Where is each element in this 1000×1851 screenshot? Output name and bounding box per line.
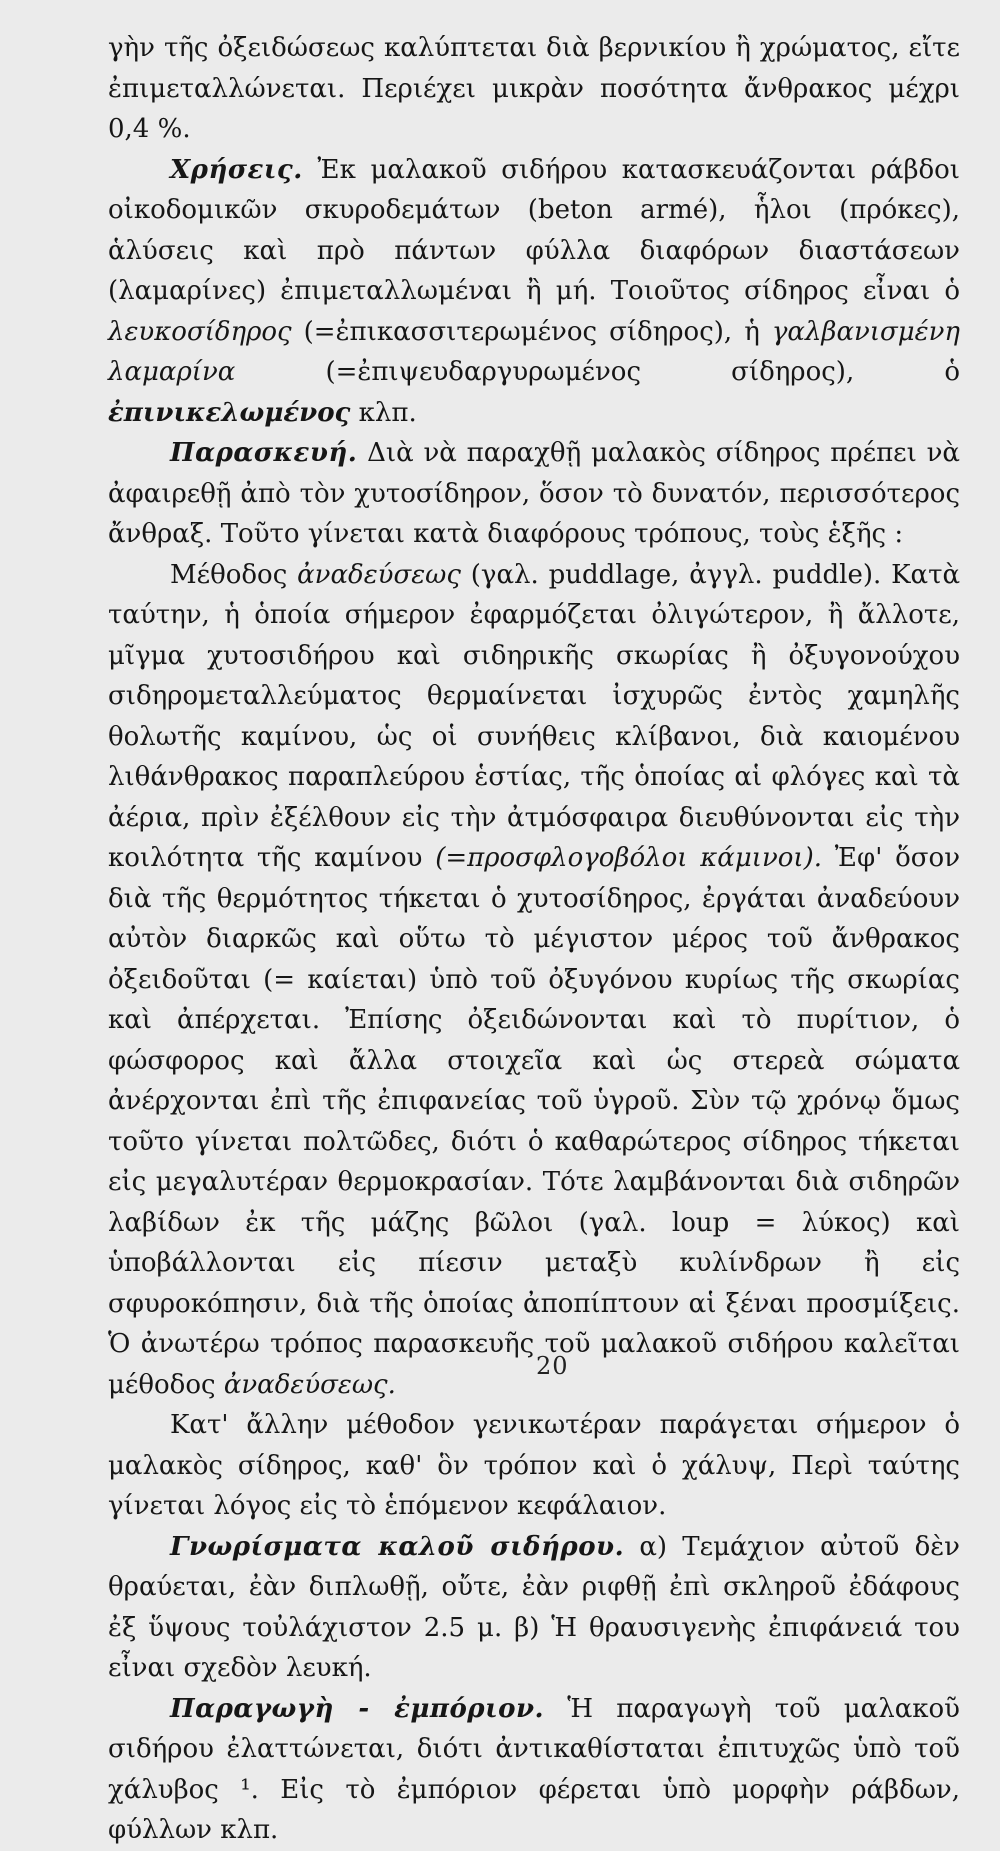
page-body — [108, 28, 960, 1851]
term-nickel-plated: ἐπινικελωμένος — [108, 397, 351, 428]
term-galvanized-sheet: γαλβανισμένη λαμαρίνα — [108, 316, 960, 387]
heading-uses: Χρήσεις. — [170, 154, 303, 185]
paragraph-characteristics — [108, 1527, 960, 1689]
text-span: (=ἐπιψευδαργυρωμένος σίδηρος), ὁ — [235, 357, 960, 387]
text-span: Μέθοδος — [170, 559, 298, 590]
heading-production-trade: Παραγωγὴ - ἐμπόριον. — [170, 1693, 545, 1724]
text-span: κλπ. — [350, 397, 417, 428]
paragraph-preparation — [108, 433, 960, 555]
term-reverberatory-furnaces: (=προσφλογοβόλοι κάμινοι). — [435, 843, 823, 873]
text-span: Διὰ νὰ παραχθῇ μαλακὸς σίδηρος πρέπει νὰ ἀφαιρεθῇ ἀπὸ τὸν χυτοσίδηρον, ὅσον τὸ δυνατόν, περισσότερος ἄνθραξ. Τοῦτο γίνεται κατὰ διαφόρους τρόπους, τοὺς ἑξῆς : — [108, 438, 960, 549]
paragraph-uses — [108, 150, 960, 434]
paragraph-production-trade — [108, 1689, 960, 1851]
term-puddling: ἀναδεύσεως — [297, 559, 461, 590]
page-number: 20 — [536, 1352, 569, 1380]
text-span: Ἐφ' ὅσον διὰ τῆς θερμότητος τήκεται ὁ χυτοσίδηρος, ἐργάται ἀναδεύουν αὐτὸν διαρκῶς καὶ οὕτω τὸ μέγιστον μέρος τοῦ ἄνθρακος ὀξειδοῦται (= καίεται) ὑπὸ τοῦ ὀξυγόνου κυρίως τῆς σκωρίας καὶ ἀπέρχεται. Ἐπίσης ὀξειδώνονται καὶ τὸ πυρίτιον, ὁ φώσφορος καὶ ἄλλα στοιχεῖα καὶ ὡς στερεὰ σώματα ἀνέρχονται ἐπὶ τῆς ἐπιφανείας τοῦ ὑγροῦ. Σὺν τῷ χρόνῳ ὅμως τοῦτο γίνεται πολτῶδες, διότι ὁ καθαρώτερος σίδηρος τήκεται εἰς μεγαλυτέραν θερμοκρασίαν. Τότε λαμβάνονται διὰ σιδηρῶν λαβίδων ἐκ τῆς μάζης βῶλοι (γαλ. loup = λύκος) καὶ ὑποβάλλονται εἰς πίεσιν μεταξὺ κυλίνδρων ἢ εἰς σφυροκόπησιν, διὰ τῆς ὁποίας ἀποπίπτουν αἱ ξέναι προσμίξεις. Ὁ ἀνωτέρω τρόπος παρασκευῆς τοῦ μαλακοῦ σιδήρου καλεῖται μέθοδος — [108, 843, 960, 1400]
text-span: α) Τεμάχιον αὐτοῦ δὲν θραύεται, ἐὰν διπλωθῇ, οὔτε, ἐὰν ριφθῇ ἐπὶ σκληροῦ ἐδάφους ἐξ ὕψους τοὐλάχιστον 2.5 μ. β) Ἡ θραυσιγενὴς ἐπιφάνειά του εἶναι σχεδὸν λευκή. — [108, 1531, 960, 1683]
paragraph-puddling-method — [108, 555, 960, 1406]
text-span: Ἐκ μαλακοῦ σιδήρου κατασκευάζονται ράβδοι οἰκοδομικῶν σκυροδεμάτων (beton armé), ἧλοι (πρόκες), ἁλύσεις καὶ πρὸ πάντων φύλλα διαφόρων διαστάσεων (λαμαρίνες) ἐπιμεταλλωμέναι ἢ μή. Τοιοῦτος σίδηρος εἶναι ὁ — [108, 154, 960, 306]
term-tinplate: λευκοσίδηρος — [108, 316, 292, 347]
heading-characteristics: Γνωρίσματα καλοῦ σιδήρου. — [170, 1531, 625, 1562]
text-span: (γαλ. puddlage, ἀγγλ. puddle). Κατὰ ταύτην, ἡ ὁποία σήμερον ἐφαρμόζεται ὀλιγώτερον, ἢ ἄλλοτε, μῖγμα χυτοσιδήρου καὶ σιδηρικῆς σκωρίας ἢ ὀξυγονούχου σιδηρομεταλλεύματος θερμαίνεται ἰσχυρῶς ἐντὸς χαμηλῆς θολωτῆς καμίνου, ὡς οἱ συνήθεις κλίβανοι, διὰ καιομένου λιθάνθρακος παραπλεύρου ἑστίας, τῆς ὁποίας αἱ φλόγες καὶ τὰ ἀέρια, πρὶν ἐξέλθουν εἰς τὴν ἀτμόσφαιρα διευθύνονται εἰς τὴν κοιλότητα τῆς καμίνου — [108, 559, 961, 873]
paragraph-continuation: γὴν τῆς ὀξειδώσεως καλύπτεται διὰ βερνικίου ἢ χρώματος, εἴτε ἐπιμεταλλώνεται. Περιέχει μικρὰν ποσότητα ἄνθρακος μέχρι 0,4 %. — [108, 33, 960, 144]
term-puddling-end: ἀναδεύσεως. — [223, 1369, 396, 1400]
paragraph-other-method: Κατ' ἄλλην μέθοδον γενικωτέραν παράγεται σήμερον ὁ μαλακὸς σίδηρος, καθ' ὃν τρόπον καὶ ὁ χάλυψ, Περὶ ταύτης γίνεται λόγος εἰς τὸ ἑπόμενον κεφάλαιον. — [108, 1410, 960, 1521]
text-span: Ἡ παραγωγὴ τοῦ μαλακοῦ σιδήρου ἐλαττώνεται, διότι ἀντικαθίσταται ἐπιτυχῶς ὑπὸ τοῦ χάλυβος ¹. Εἰς τὸ ἐμπόριον φέρεται ὑπὸ μορφὴν ράβδων, φύλλων κλπ. — [108, 1693, 960, 1845]
heading-preparation: Παρασκευή. — [170, 438, 358, 468]
text-span: (=ἐπικασσιτερωμένος σίδηρος), ἡ — [291, 316, 772, 347]
